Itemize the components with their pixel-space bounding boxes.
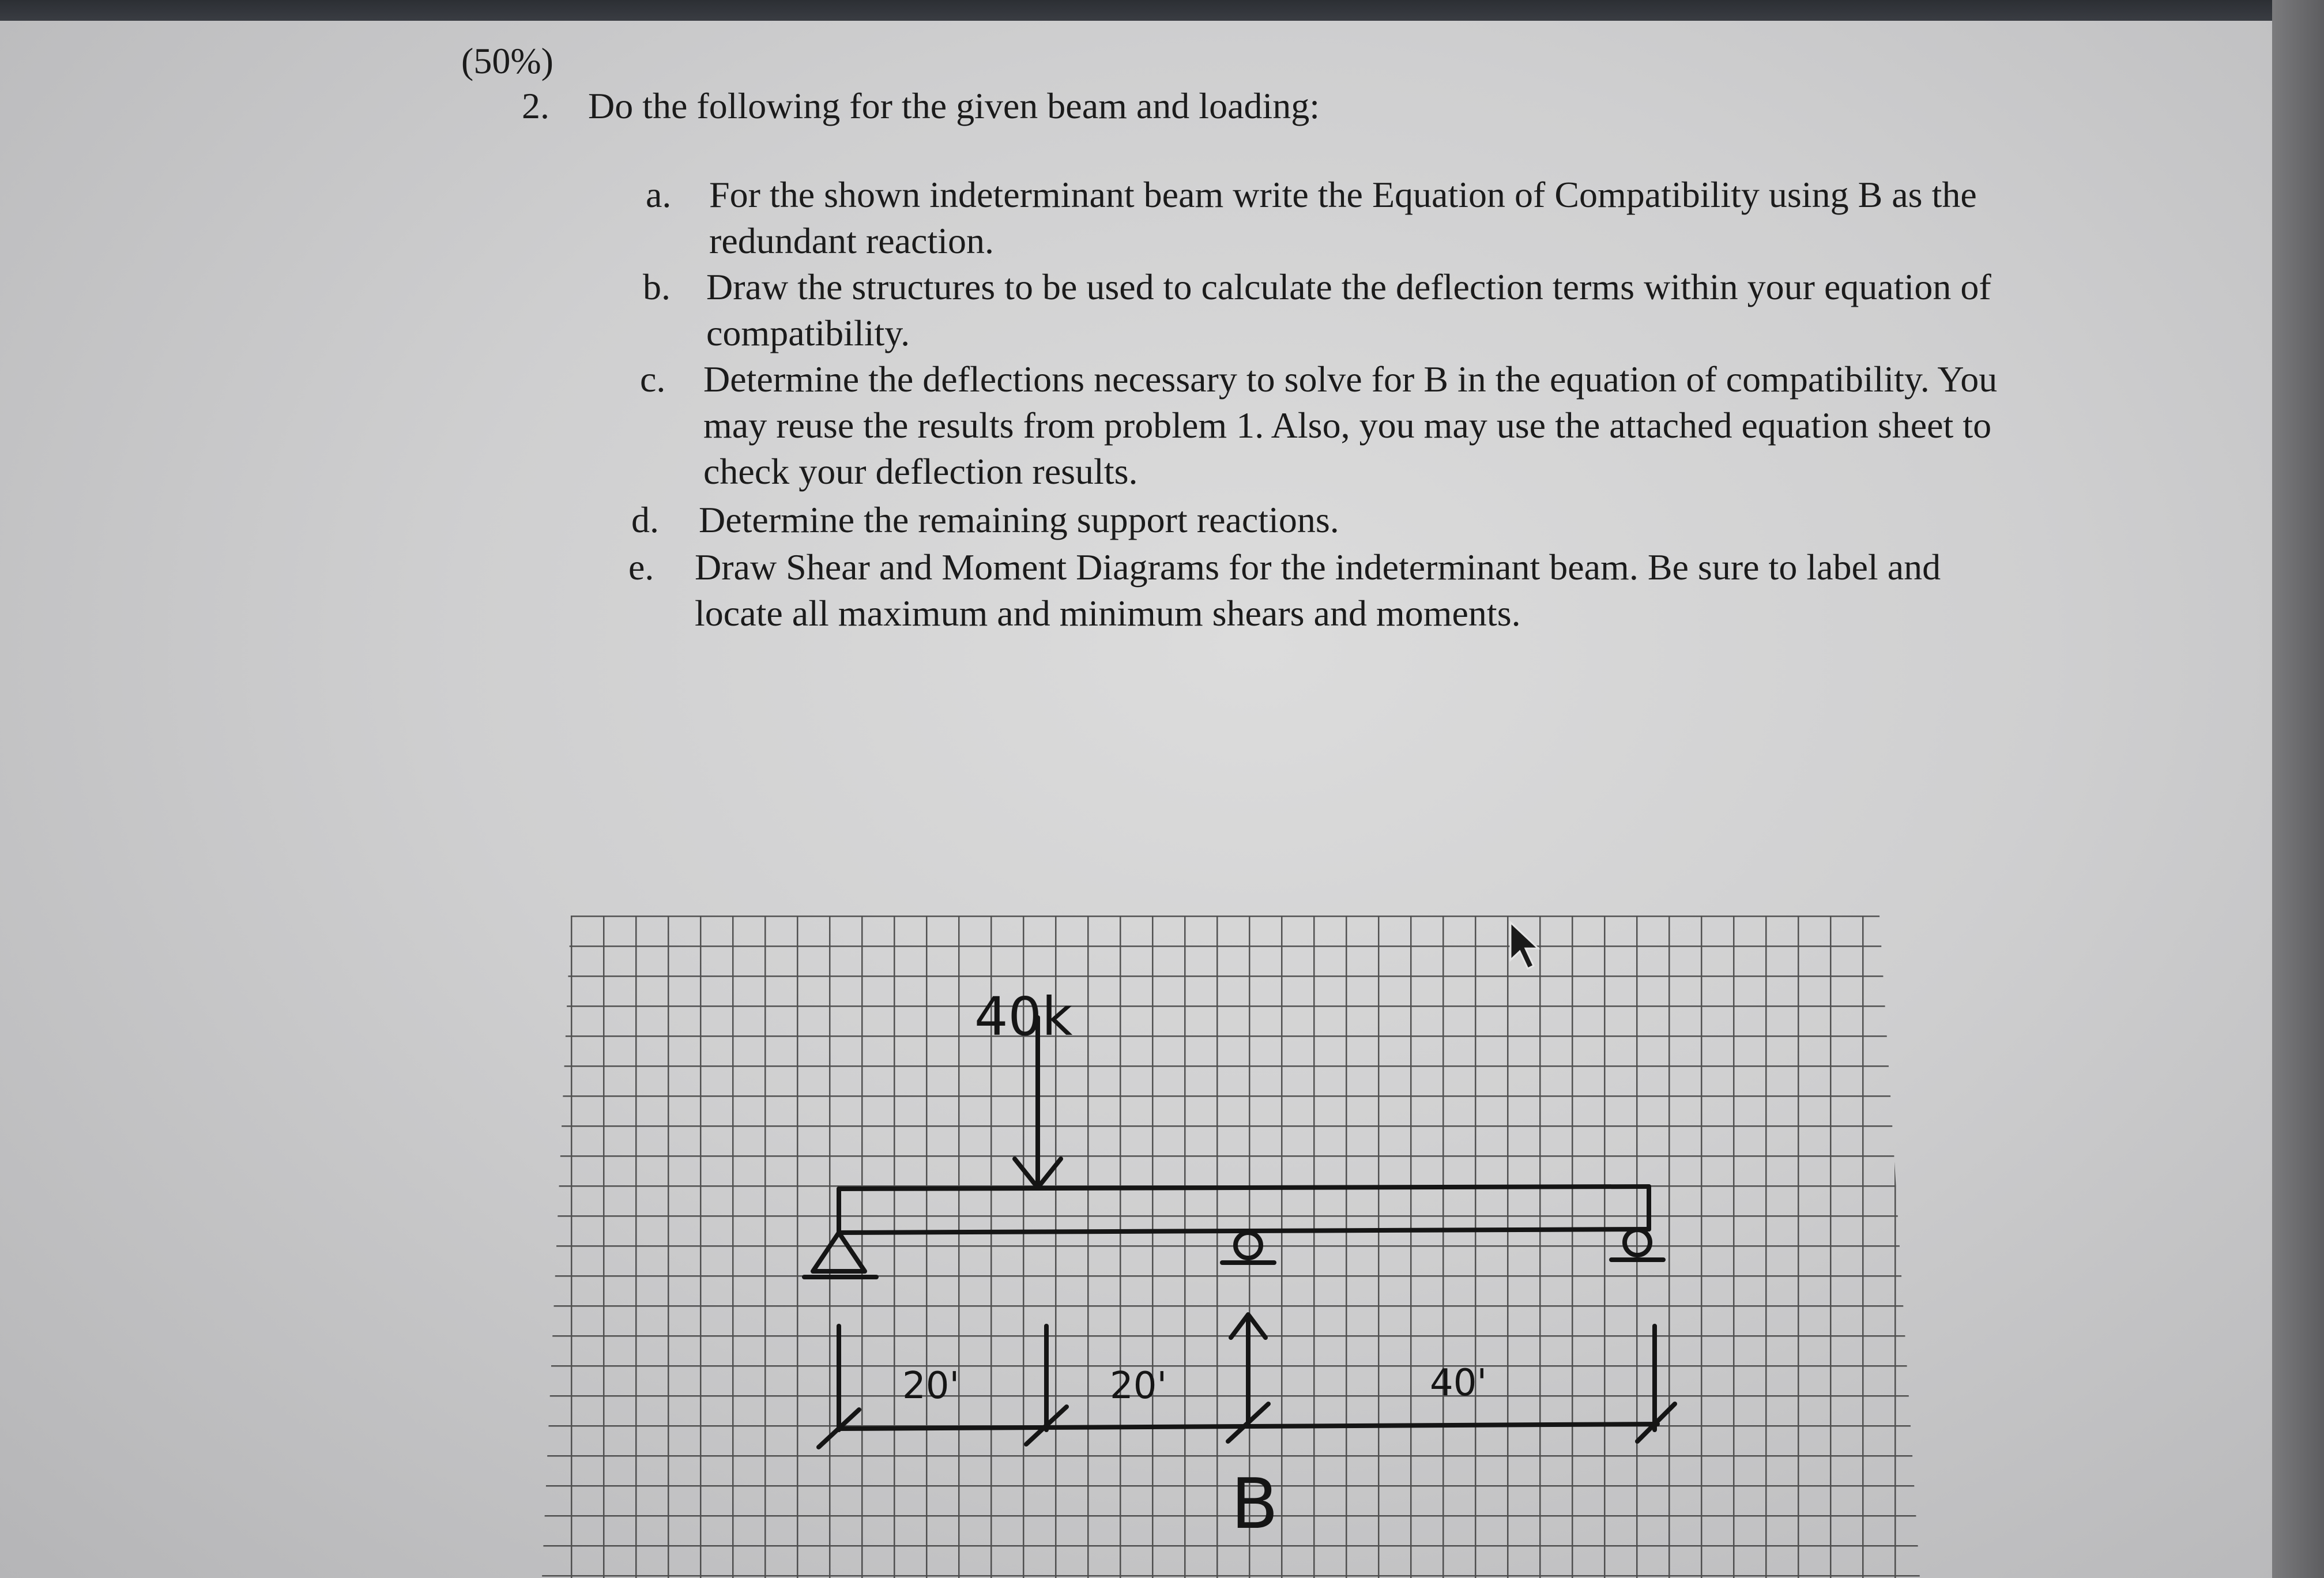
item-a-letter: a. (646, 174, 672, 215)
question-text: Do the following for the given beam and loading: (588, 85, 1320, 126)
item-d-letter: d. (631, 499, 659, 540)
span-label-1: 20' (902, 1365, 960, 1407)
load-label: 40k (974, 986, 1073, 1048)
span-label-3: 40' (1430, 1362, 1487, 1404)
points-percent: (50%) (461, 40, 553, 81)
item-b-letter: b. (643, 266, 671, 307)
item-b-text: Draw the structures to be used to calculate the deflection terms within your equation of compatibility. (706, 266, 1991, 353)
item-a-text: For the shown indeterminant beam write the Equation of Compatibility using B as the redundant reaction. (709, 174, 1977, 261)
item-e-letter: e. (628, 547, 654, 587)
item-c-letter: c. (640, 359, 666, 400)
item-c-text: Determine the deflections necessary to solve for B in the equation of compatibility. You may reuse the results from problem 1. Also, you may use the attached equation sheet to check your deflection results. (703, 359, 1998, 492)
question-number: 2. (522, 85, 549, 126)
item-e-text: Draw Shear and Moment Diagrams for the indeterminant beam. Be sure to label and locate all maximum and minimum shears and moments. (695, 547, 1941, 634)
item-d-text: Determine the remaining support reactions. (699, 499, 1339, 540)
support-b-label: B (1231, 1464, 1279, 1545)
span-label-2: 20' (1110, 1365, 1167, 1407)
